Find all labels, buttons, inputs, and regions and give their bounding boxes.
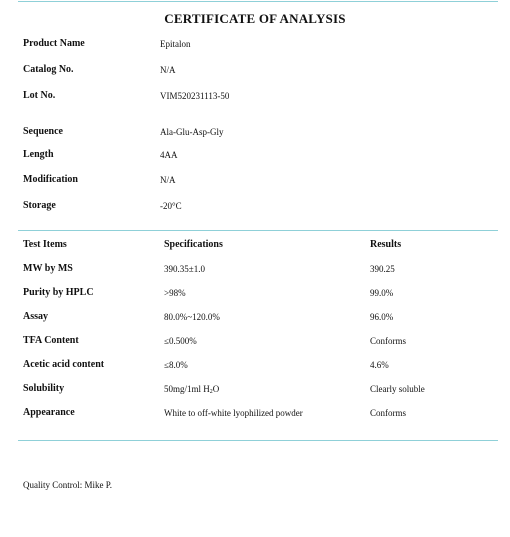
row-spec: >98% xyxy=(164,288,186,298)
storage-value: -20°C xyxy=(160,201,182,211)
row-spec xyxy=(164,384,219,395)
row-result: 99.0% xyxy=(370,288,394,298)
catalog-no-label: Catalog No. xyxy=(23,64,74,75)
table-bottom-rule xyxy=(18,440,498,441)
row-result: Clearly soluble xyxy=(370,384,425,394)
lot-no-value: VIM520231113-50 xyxy=(160,91,230,101)
header-specifications: Specifications xyxy=(164,239,223,250)
row-item: Solubility xyxy=(23,383,65,394)
header-test-items: Test Items xyxy=(23,239,67,250)
document-title: CERTIFICATE OF ANALYSIS xyxy=(164,11,346,26)
row-result: 96.0% xyxy=(370,312,394,322)
row-spec: ≤0.500% xyxy=(164,336,197,346)
row-spec: 80.0%~120.0% xyxy=(164,312,220,322)
sequence-label: Sequence xyxy=(23,126,63,137)
storage-label: Storage xyxy=(23,200,56,211)
length-label: Length xyxy=(23,149,54,160)
row-item: TFA Content xyxy=(23,335,79,346)
header-results: Results xyxy=(370,239,402,250)
spec-text-end: O xyxy=(212,384,220,394)
modification-label: Modification xyxy=(23,174,78,185)
row-item: MW by MS xyxy=(23,263,73,274)
row-item: Appearance xyxy=(23,407,75,418)
spec-subscript: 2 xyxy=(209,389,213,395)
row-spec: White to off-white lyophilized powder xyxy=(164,408,303,418)
row-item: Assay xyxy=(23,311,49,322)
row-result: Conforms xyxy=(370,336,406,346)
sequence-value: Ala-Glu-Asp-Gly xyxy=(160,127,224,137)
length-value: 4AA xyxy=(160,150,178,160)
catalog-no-value: N/A xyxy=(160,65,176,75)
row-result: 390.25 xyxy=(370,264,395,274)
product-name-value: Epitalon xyxy=(160,39,191,49)
table-top-rule xyxy=(18,230,498,231)
lot-no-label: Lot No. xyxy=(23,90,56,101)
top-rule xyxy=(18,1,498,2)
spec-text: 50mg/1ml H xyxy=(164,384,210,394)
row-result: 4.6% xyxy=(370,360,389,370)
row-result: Conforms xyxy=(370,408,406,418)
product-name-label: Product Name xyxy=(23,38,85,49)
modification-value: N/A xyxy=(160,175,176,185)
row-item: Purity by HPLC xyxy=(23,287,94,298)
row-spec: 390.35±1.0 xyxy=(164,264,205,274)
quality-control-signoff: Quality Control: Mike P. xyxy=(23,480,113,490)
row-spec: ≤8.0% xyxy=(164,360,188,370)
row-item: Acetic acid content xyxy=(23,359,105,370)
